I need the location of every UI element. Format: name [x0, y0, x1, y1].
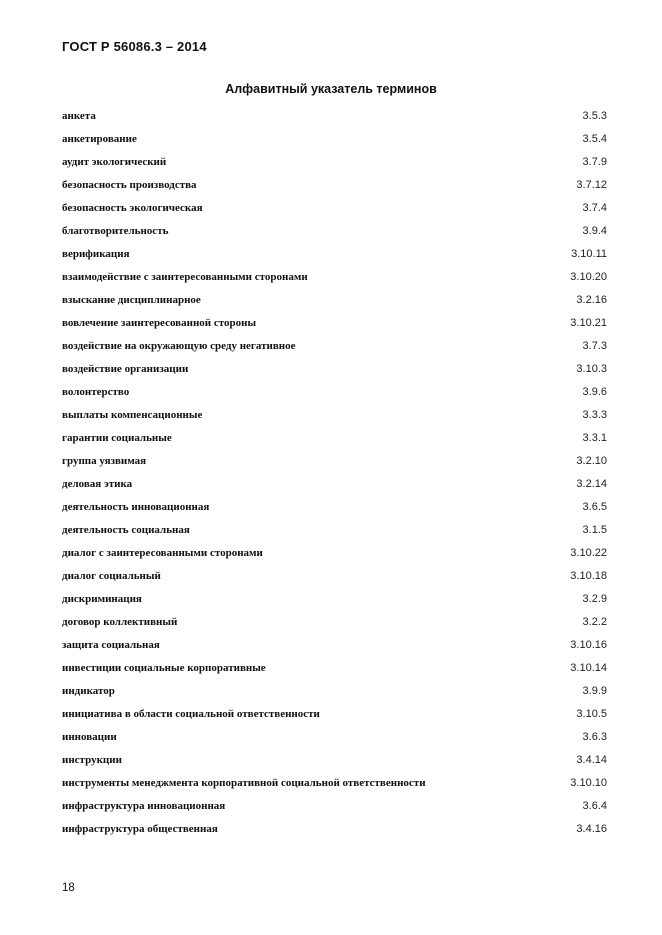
index-term: инструменты менеджмента корпоративной социальной ответственности [62, 776, 426, 789]
index-term: инновации [62, 730, 117, 743]
index-entry [62, 518, 607, 541]
index-entry [62, 173, 607, 196]
index-term: вовлечение заинтересованной стороны [62, 316, 257, 329]
index-entry [62, 472, 607, 495]
index-term: инструкции [62, 753, 122, 766]
index-term: группа уязвимая [62, 454, 147, 467]
index-term: воздействие организации [62, 362, 189, 375]
index-reference: 3.5.4 [582, 132, 607, 145]
index-entry [62, 150, 607, 173]
index-entry [62, 104, 607, 127]
index-entry [62, 311, 607, 334]
index-term: индикатор [62, 684, 115, 697]
index-entry [62, 610, 607, 633]
index-reference: 3.10.16 [570, 638, 607, 651]
index-entry [62, 357, 607, 380]
index-reference: 3.9.4 [582, 224, 607, 237]
index-term: деловая этика [62, 477, 133, 490]
index-reference: 3.2.14 [576, 477, 607, 490]
index-entry [62, 794, 607, 817]
index-reference: 3.10.3 [576, 362, 607, 375]
index-reference: 3.10.22 [570, 546, 607, 559]
index-term: благотворительность [62, 224, 169, 237]
index-entry [62, 449, 607, 472]
index-term: аудит экологический [62, 155, 167, 168]
index-entry [62, 495, 607, 518]
index-reference: 3.10.20 [570, 270, 607, 283]
index-reference: 3.2.16 [576, 293, 607, 306]
index-entry [62, 265, 607, 288]
index-term: выплаты компенсационные [62, 408, 203, 421]
index-entry [62, 288, 607, 311]
index-term: инфраструктура инновационная [62, 799, 226, 812]
index-term: взыскание дисциплинарное [62, 293, 201, 306]
index-term: безопасность производства [62, 178, 197, 191]
index-term: диалог социальный [62, 569, 161, 582]
index-term: волонтерство [62, 385, 130, 398]
index-entry [62, 771, 607, 794]
index-term: инфраструктура общественная [62, 822, 218, 835]
index-entry [62, 564, 607, 587]
index-term: анкетирование [62, 132, 137, 145]
document-header: ГОСТ Р 56086.3 – 2014 [62, 39, 207, 54]
index-title: Алфавитный указатель терминов [225, 82, 437, 96]
page-number: 18 [62, 882, 75, 894]
index-reference: 3.1.5 [582, 523, 607, 536]
index-reference: 3.9.6 [582, 385, 607, 398]
index-term: взаимодействие с заинтересованными сторонами [62, 270, 308, 283]
index-reference: 3.3.3 [582, 408, 607, 421]
index-entry [62, 242, 607, 265]
index-reference: 3.7.4 [582, 201, 607, 214]
index-reference: 3.7.12 [576, 178, 607, 191]
index-entry [62, 633, 607, 656]
index-term: деятельность инновационная [62, 500, 210, 513]
index-entry [62, 219, 607, 242]
index-reference: 3.10.21 [570, 316, 607, 329]
index-reference: 3.6.3 [582, 730, 607, 743]
index-reference: 3.9.9 [582, 684, 607, 697]
index-reference: 3.4.14 [576, 753, 607, 766]
index-entry [62, 748, 607, 771]
index-reference: 3.6.5 [582, 500, 607, 513]
index-term: договор коллективный [62, 615, 178, 628]
index-reference: 3.10.10 [570, 776, 607, 789]
index-entry [62, 702, 607, 725]
index-term: дискриминация [62, 592, 142, 605]
index-entry [62, 196, 607, 219]
index-reference: 3.7.3 [582, 339, 607, 352]
index-reference: 3.5.3 [582, 109, 607, 122]
index-term: гарантии социальные [62, 431, 172, 444]
index-term: анкета [62, 109, 96, 122]
index-term: деятельность социальная [62, 523, 190, 536]
index-term: инициатива в области социальной ответственности [62, 707, 320, 720]
index-entry [62, 656, 607, 679]
index-reference: 3.10.11 [571, 247, 607, 260]
index-entry [62, 334, 607, 357]
index-term: инвестиции социальные корпоративные [62, 661, 266, 674]
term-index-list [62, 104, 607, 840]
index-entry [62, 380, 607, 403]
index-reference: 3.10.18 [570, 569, 607, 582]
index-entry [62, 817, 607, 840]
index-term: диалог с заинтересованными сторонами [62, 546, 263, 559]
index-reference: 3.10.5 [576, 707, 607, 720]
index-entry [62, 403, 607, 426]
index-reference: 3.3.1 [582, 431, 607, 444]
index-term: верификация [62, 247, 130, 260]
index-reference: 3.7.9 [582, 155, 607, 168]
index-entry [62, 127, 607, 150]
index-entry [62, 725, 607, 748]
index-reference: 3.2.2 [582, 615, 607, 628]
index-entry [62, 587, 607, 610]
index-reference: 3.2.10 [576, 454, 607, 467]
index-reference: 3.4.16 [576, 822, 607, 835]
index-entry [62, 426, 607, 449]
index-term: воздействие на окружающую среду негативное [62, 339, 296, 352]
index-reference: 3.6.4 [582, 799, 607, 812]
index-term: безопасность экологическая [62, 201, 203, 214]
index-reference: 3.2.9 [582, 592, 607, 605]
index-reference: 3.10.14 [570, 661, 607, 674]
index-term: защита социальная [62, 638, 160, 651]
index-entry [62, 679, 607, 702]
index-entry [62, 541, 607, 564]
